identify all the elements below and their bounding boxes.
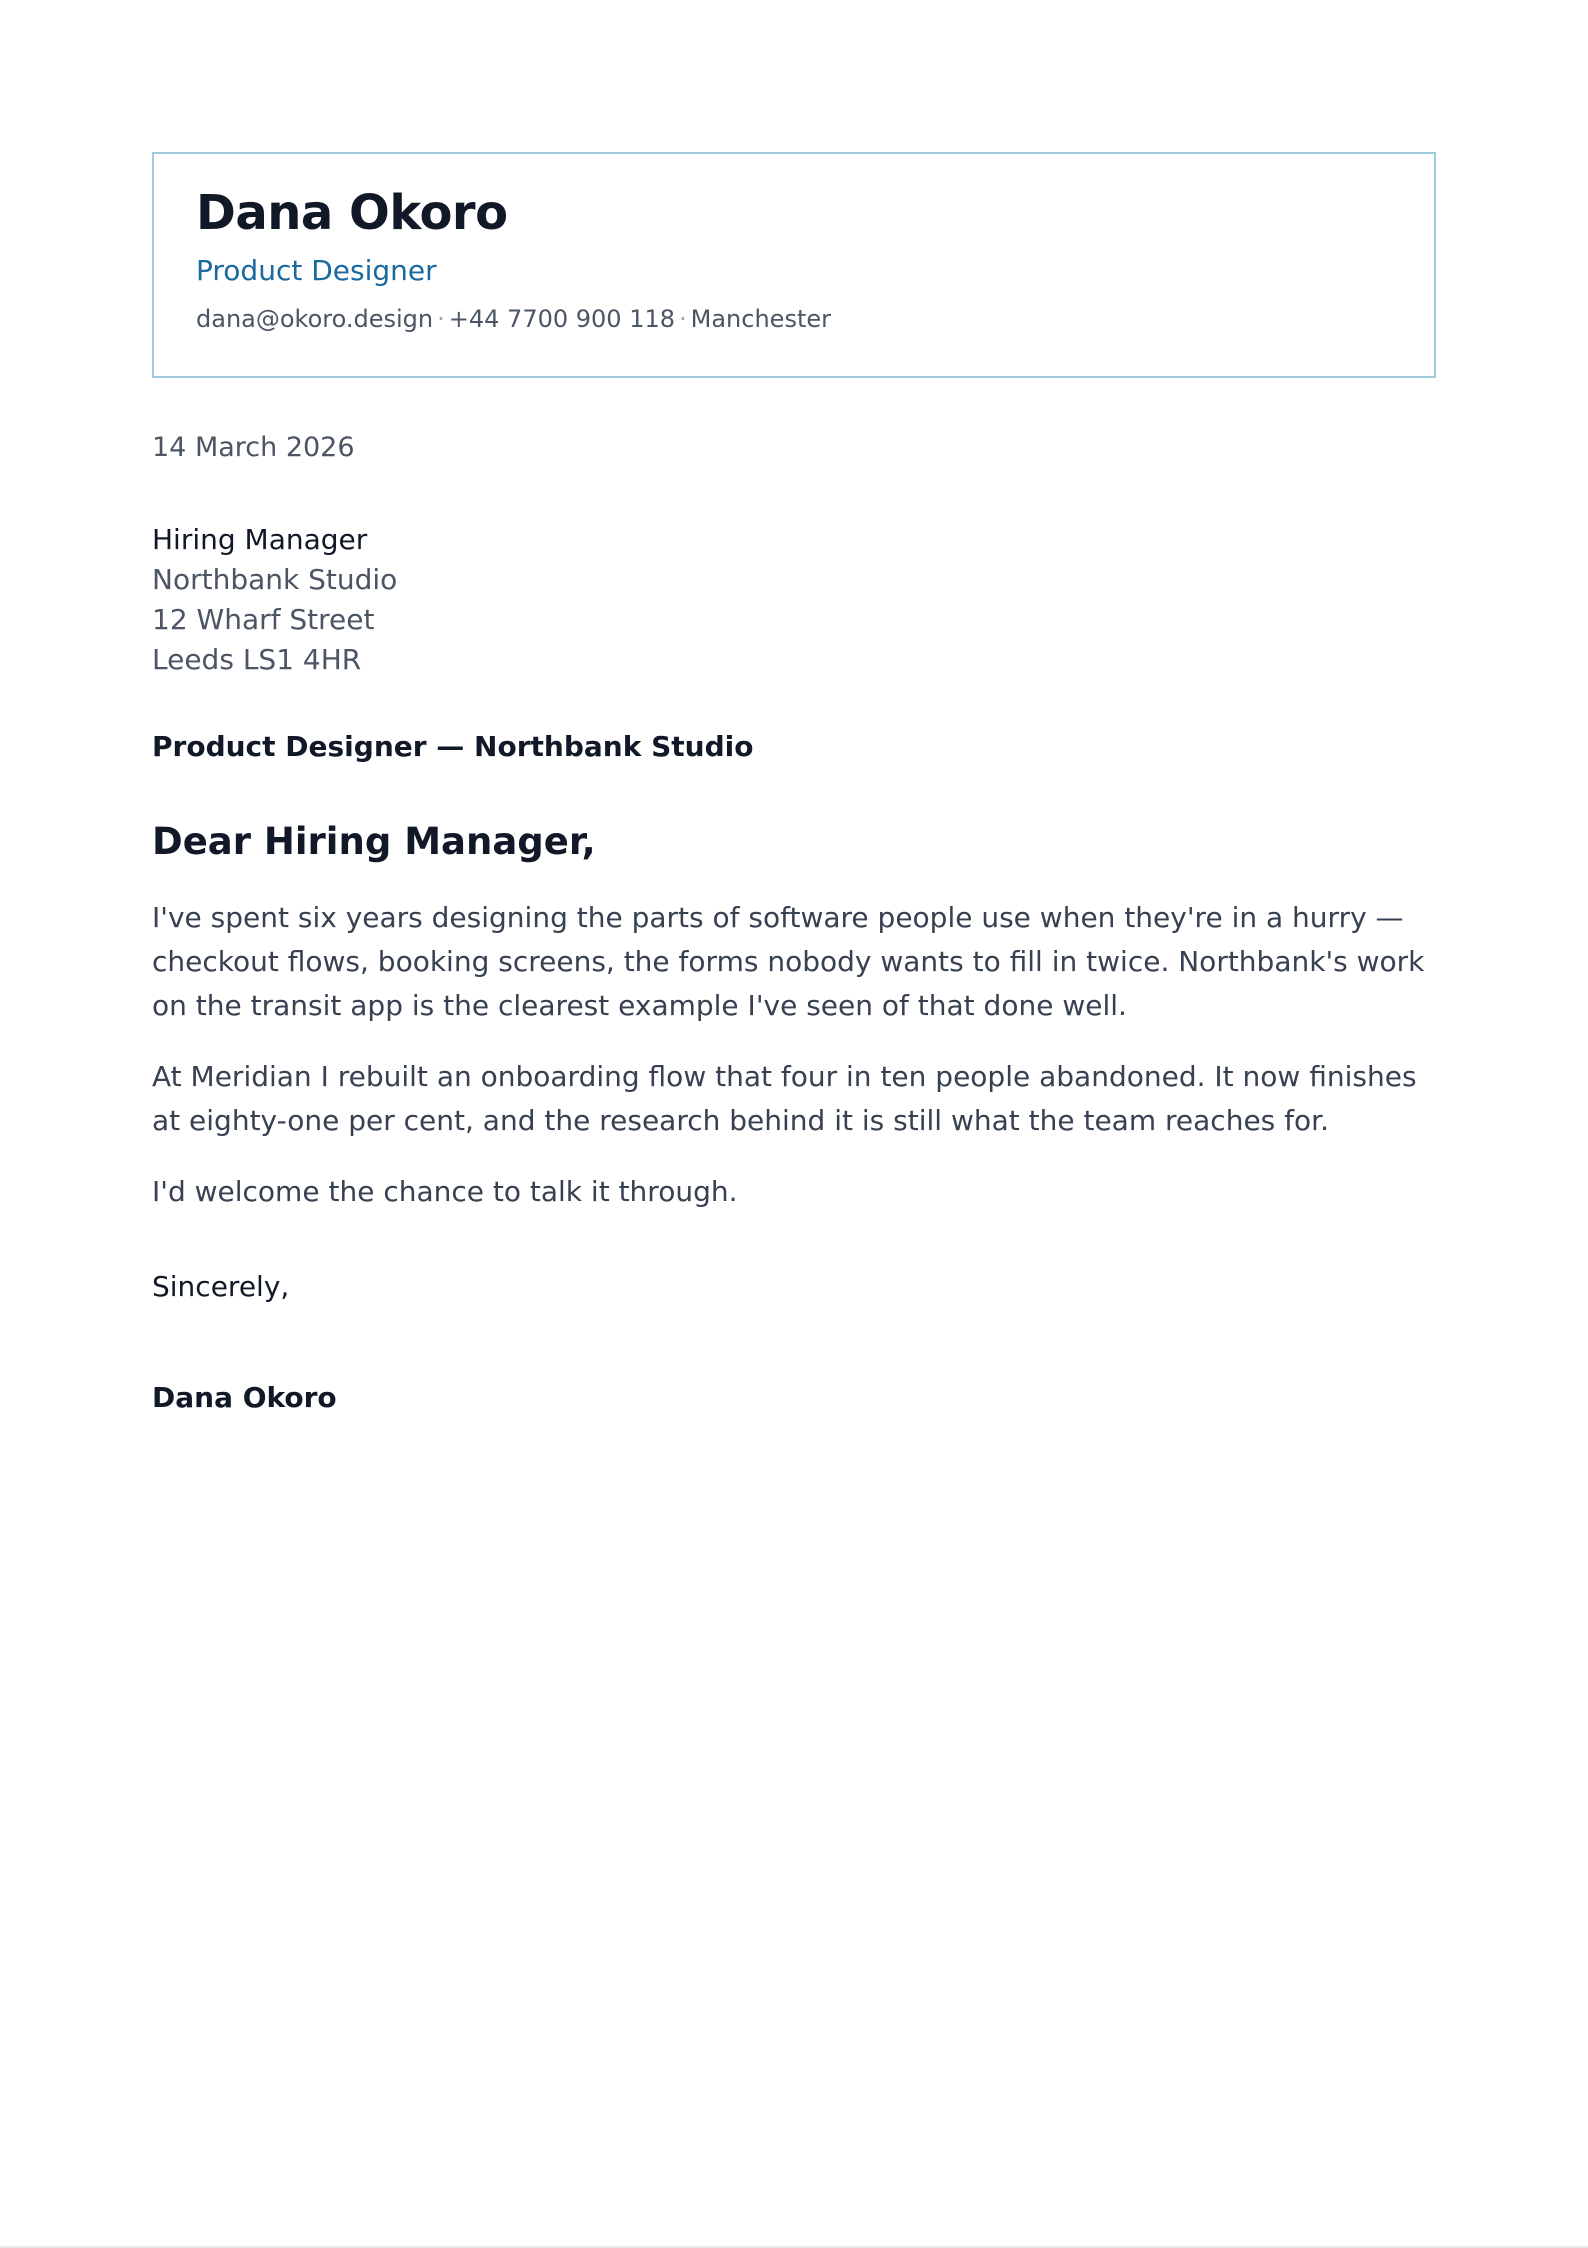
body-paragraph: I've spent six years designing the parts of software people use when they're in a hurry — checkout flows, booking screens, the forms nobody wants to fill in twice. Northbank's work on the transit app is the clearest example I've seen of that done well. [152, 901, 1425, 1023]
letter-subject: Product Designer — Northbank Studio [152, 730, 754, 764]
sender-email: dana@okoro.design [196, 305, 434, 334]
recipient-street: 12 Wharf Street [152, 603, 375, 637]
sender-phone: +44 7700 900 118 [448, 305, 675, 334]
sender-role: Product Designer [196, 253, 437, 287]
body-paragraph: I'd welcome the chance to talk it through. [152, 1175, 738, 1209]
cover-letter-page [152, 152, 1436, 1415]
sender-location: Manchester [690, 305, 831, 334]
salutation: Dear Hiring Manager, [152, 819, 596, 863]
letterhead [152, 152, 1436, 378]
signature-name: Dana Okoro [152, 1380, 337, 1414]
letter-body [152, 896, 1436, 1214]
contact-line [196, 305, 1392, 334]
closing: Sincerely, [152, 1270, 290, 1304]
body-paragraph: At Meridian I rebuilt an onboarding flow that four in ten people abandoned. It now finishes at eighty-one per cent, and the research behind it is still what the team reaches for. [152, 1060, 1417, 1138]
contact-separator: · [679, 305, 687, 334]
recipient-city: Leeds LS1 4HR [152, 643, 362, 677]
recipient-title: Hiring Manager [152, 523, 368, 557]
recipient-address [152, 520, 1436, 680]
recipient-company: Northbank Studio [152, 563, 398, 597]
sender-name: Dana Okoro [196, 185, 508, 241]
contact-separator: · [437, 305, 445, 334]
letter-date: 14 March 2026 [152, 432, 355, 463]
